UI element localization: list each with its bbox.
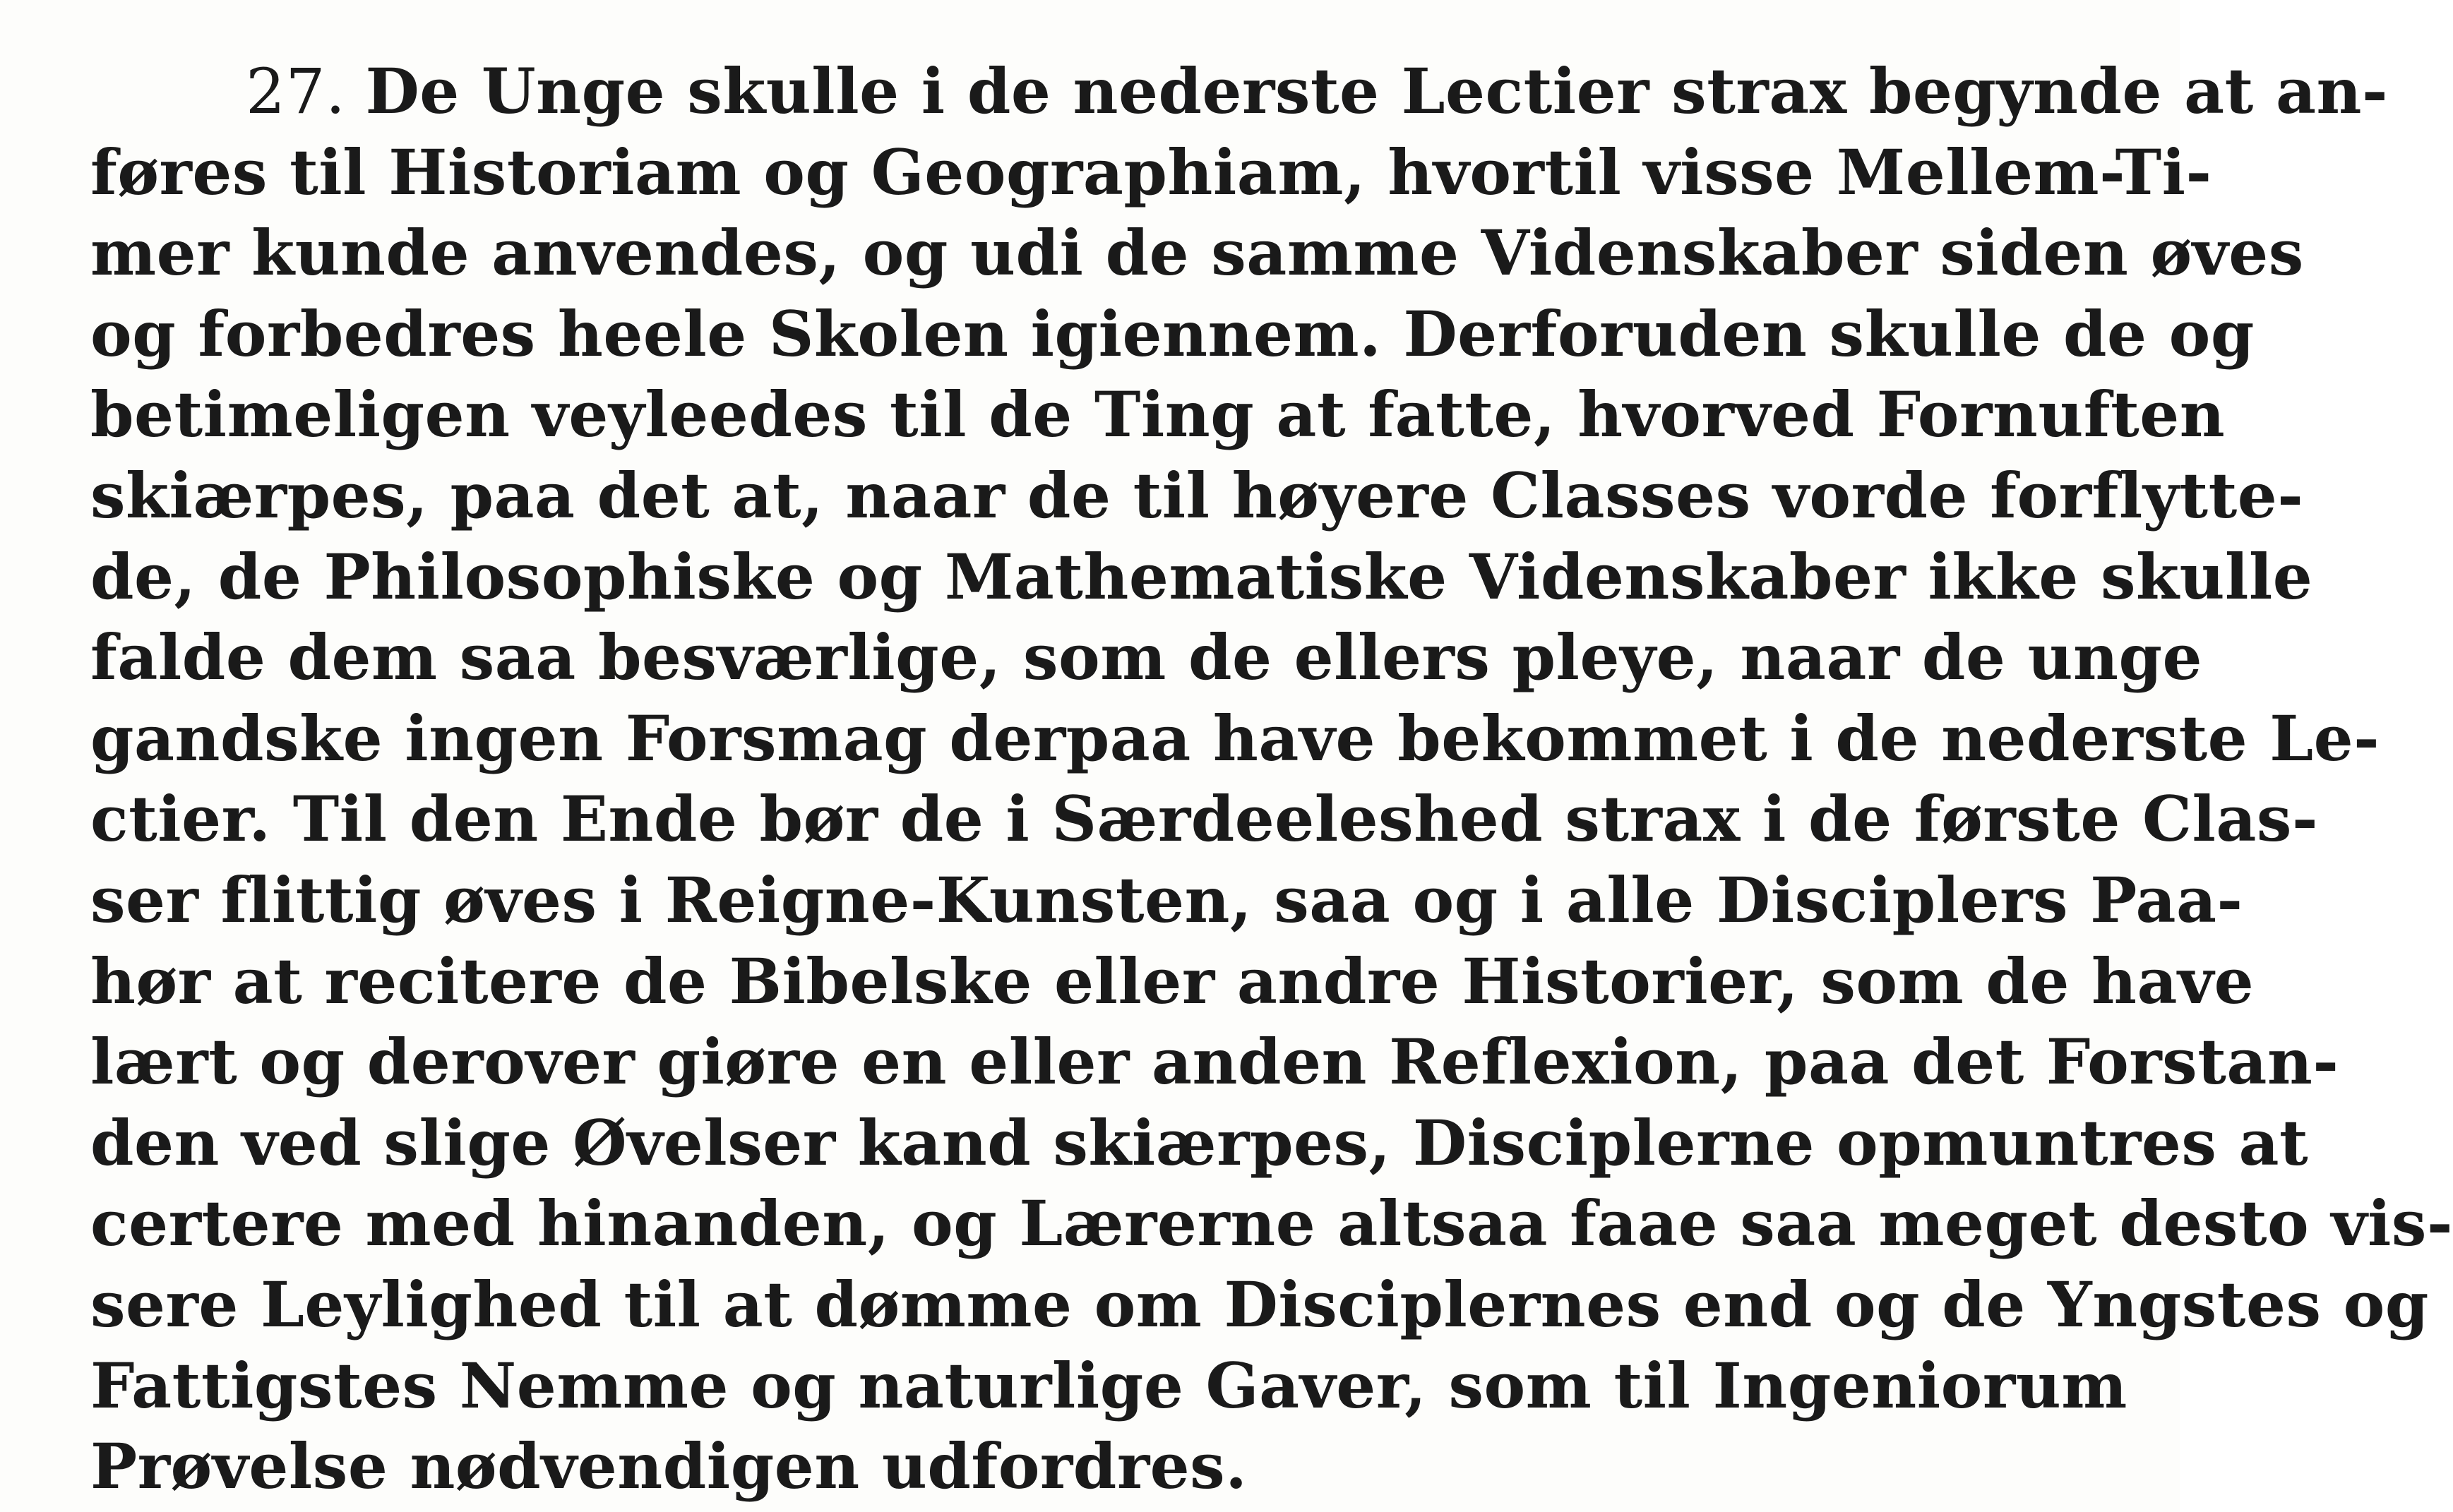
text-line-9: gandske ingen Forsmag derpaa have bekommet i de nederste Le- (90, 701, 2380, 775)
text-line-4: og forbedres heele Skolen igiennem. Derforuden skulle de og (90, 296, 2255, 371)
paragraph-number: 27. (246, 55, 346, 128)
text-line-10: ctier. Til den Ende bør de i Særdeeleshed strax i de første Clas- (90, 782, 2318, 856)
text-line-8: falde dem saa besværlige, som de ellers pleye, naar de unge (90, 620, 2202, 695)
text-line-11: ser flittig øves i Reigne-Kunsten, saa og i alle Disciplers Paa- (90, 863, 2243, 937)
text-line-1 (90, 51, 2388, 132)
text-line-14: den ved slige Øvelser kand skiærpes, Disciplerne opmuntres at (90, 1105, 2309, 1180)
paragraph-27 (90, 51, 2453, 1507)
text-line-15: certere med hinanden, og Lærerne altsaa faae saa meget desto vis- (90, 1187, 2453, 1261)
text-line-6: skiærpes, paa det at, naar de til høyere Classes vorde forflytte- (90, 458, 2304, 532)
text-line-17: Fattigstes Nemme og naturlige Gaver, som til Ingeniorum (90, 1348, 2127, 1422)
text-line-18: Prøvelse nødvendigen udfordres. (90, 1429, 1248, 1504)
text-line-2: føres til Historiam og Geographiam, hvortil visse Mellem-Ti- (90, 135, 2212, 209)
text-line-16: sere Leylighed til at dømme om Disciplernes end og de Yngstes og (90, 1267, 2429, 1341)
text-line-12: hør at recitere de Bibelske eller andre Historier, som de have (90, 944, 2255, 1018)
text-line-13: lært og derover giøre en eller anden Reflexion, paa det Forstan- (90, 1025, 2339, 1099)
text-line-5: betimeligen veyleedes til de Ting at fatte, hvorved Fornuften (90, 378, 2226, 452)
text-line-3: mer kunde anvendes, og udi de samme Videnskaber siden øves (90, 216, 2304, 290)
text-line-7: de, de Philosophiske og Mathematiske Videnskaber ikke skulle (90, 539, 2313, 613)
line-1-text: De Unge skulle i de nederste Lectier strax begynde at an- (365, 54, 2388, 128)
